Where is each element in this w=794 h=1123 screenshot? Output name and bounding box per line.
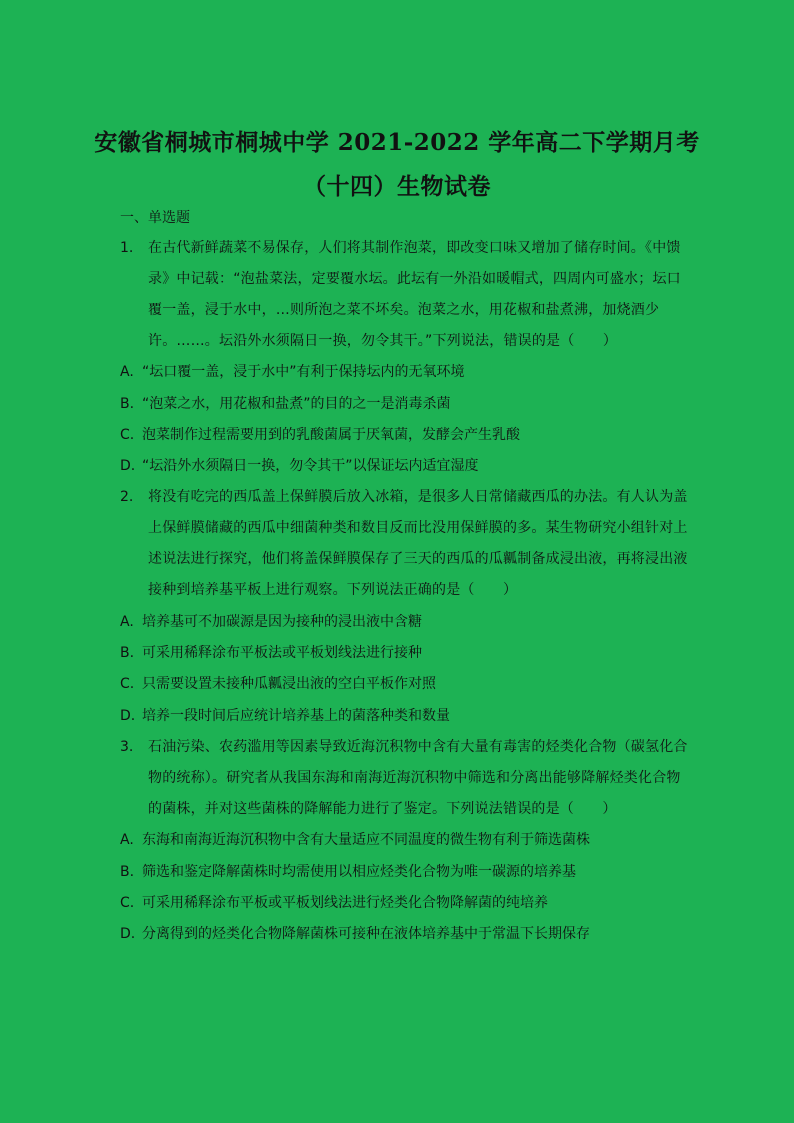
option-letter: A.: [120, 364, 134, 380]
question-3-line: 物的统称）。研究者从我国东海和南海近海沉积物中筛选和分离出能够降解烃类化合物: [148, 770, 681, 786]
option-letter: A.: [120, 614, 134, 630]
question-3-number: 3.: [120, 739, 134, 755]
question-2-line: 述说法进行探究，他们将盖保鲜膜保存了三天的西瓜的瓜瓤制备成浸出液，再将浸出液: [148, 551, 688, 567]
question-1-option-c[interactable]: [120, 425, 520, 445]
question-3-line: 的菌株，并对这些菌株的降解能力进行了鉴定。下列说法错误的是（ ）: [148, 801, 617, 817]
option-letter: C.: [120, 676, 135, 692]
option-text: 培养一段时间后应统计培养基上的菌落种类和数量: [142, 708, 450, 724]
question-2-line: 上保鲜膜储藏的西瓜中细菌种类和数目反而比没用保鲜膜的多。某生物研究小组针对上: [148, 520, 688, 536]
question-3-option-b[interactable]: [120, 862, 576, 882]
option-text: 只需要设置未接种瓜瓤浸出液的空白平板作对照: [142, 676, 436, 692]
option-text: “坛沿外水须隔日一换，勿令其干”以保证坛内适宜湿度: [142, 458, 479, 474]
question-2-option-a[interactable]: [120, 612, 422, 632]
question-1-option-d[interactable]: [120, 456, 479, 476]
option-letter: A.: [120, 832, 134, 848]
option-text: 泡菜制作过程需要用到的乳酸菌属于厌氧菌，发酵会产生乳酸: [142, 427, 520, 443]
question-2-option-c[interactable]: [120, 674, 436, 694]
question-1-number: 1.: [120, 240, 134, 256]
question-3-option-c[interactable]: [120, 893, 548, 913]
section-heading: 一、单选题: [120, 210, 190, 226]
option-text: 筛选和鉴定降解菌株时均需使用以相应烃类化合物为唯一碳源的培养基: [142, 864, 576, 880]
question-2-option-b[interactable]: [120, 643, 422, 663]
exam-title-line2: （十四）生物试卷: [303, 173, 491, 200]
exam-title-line1: 安徽省桐城市桐城中学 2021-2022 学年高二下学期月考: [94, 129, 700, 156]
option-letter: D.: [120, 458, 136, 474]
option-letter: B.: [120, 396, 135, 412]
question-2-number: 2.: [120, 489, 134, 505]
option-letter: B.: [120, 645, 135, 661]
question-3-line: 石油污染、农药滥用等因素导致近海沉积物中含有大量有毒害的烃类化合物（碳氢化合: [148, 739, 688, 755]
option-letter: C.: [120, 427, 135, 443]
option-text: 分离得到的烃类化合物降解菌株可接种在液体培养基中于常温下长期保存: [142, 926, 590, 942]
option-text: 培养基可不加碳源是因为接种的浸出液中含糖: [142, 614, 422, 630]
question-1-option-a[interactable]: [120, 362, 465, 382]
question-2-line: 将没有吃完的西瓜盖上保鲜膜后放入冰箱，是很多人日常储藏西瓜的办法。有人认为盖: [148, 489, 688, 505]
option-letter: C.: [120, 895, 135, 911]
option-letter: B.: [120, 864, 135, 880]
question-3-option-a[interactable]: [120, 830, 590, 850]
question-1-line: 在古代新鲜蔬菜不易保存，人们将其制作泡菜，即改变口味又增加了储存时间。《中馈: [148, 240, 681, 256]
option-text: 可采用稀释涂布平板或平板划线法进行烃类化合物降解菌的纯培养: [142, 895, 548, 911]
question-1-option-b[interactable]: [120, 394, 451, 414]
option-letter: D.: [120, 926, 136, 942]
question-2-line: 接种到培养基平板上进行观察。下列说法正确的是（ ）: [148, 582, 518, 598]
question-1-line: 许。……。坛沿外水须隔日一换，勿令其干。”下列说法，错误的是（ ）: [148, 333, 618, 349]
option-text: 可采用稀释涂布平板法或平板划线法进行接种: [142, 645, 422, 661]
option-text: 东海和南海近海沉积物中含有大量适应不同温度的微生物有利于筛选菌株: [142, 832, 590, 848]
question-1-line: 覆一盖，浸于水中，…则所泡之菜不坏矣。泡菜之水，用花椒和盐煮沸，加烧酒少: [148, 302, 660, 318]
option-letter: D.: [120, 708, 136, 724]
option-text: “泡菜之水，用花椒和盐煮”的目的之一是消毒杀菌: [142, 396, 451, 412]
question-3-option-d[interactable]: [120, 924, 590, 944]
option-text: “坛口覆一盖，浸于水中”有利于保持坛内的无氧环境: [142, 364, 465, 380]
question-2-option-d[interactable]: [120, 706, 450, 726]
question-1-line: 录》中记载：“泡盐菜法，定要覆水坛。此坛有一外沿如暖帽式，四周内可盛水；坛口: [148, 271, 681, 287]
